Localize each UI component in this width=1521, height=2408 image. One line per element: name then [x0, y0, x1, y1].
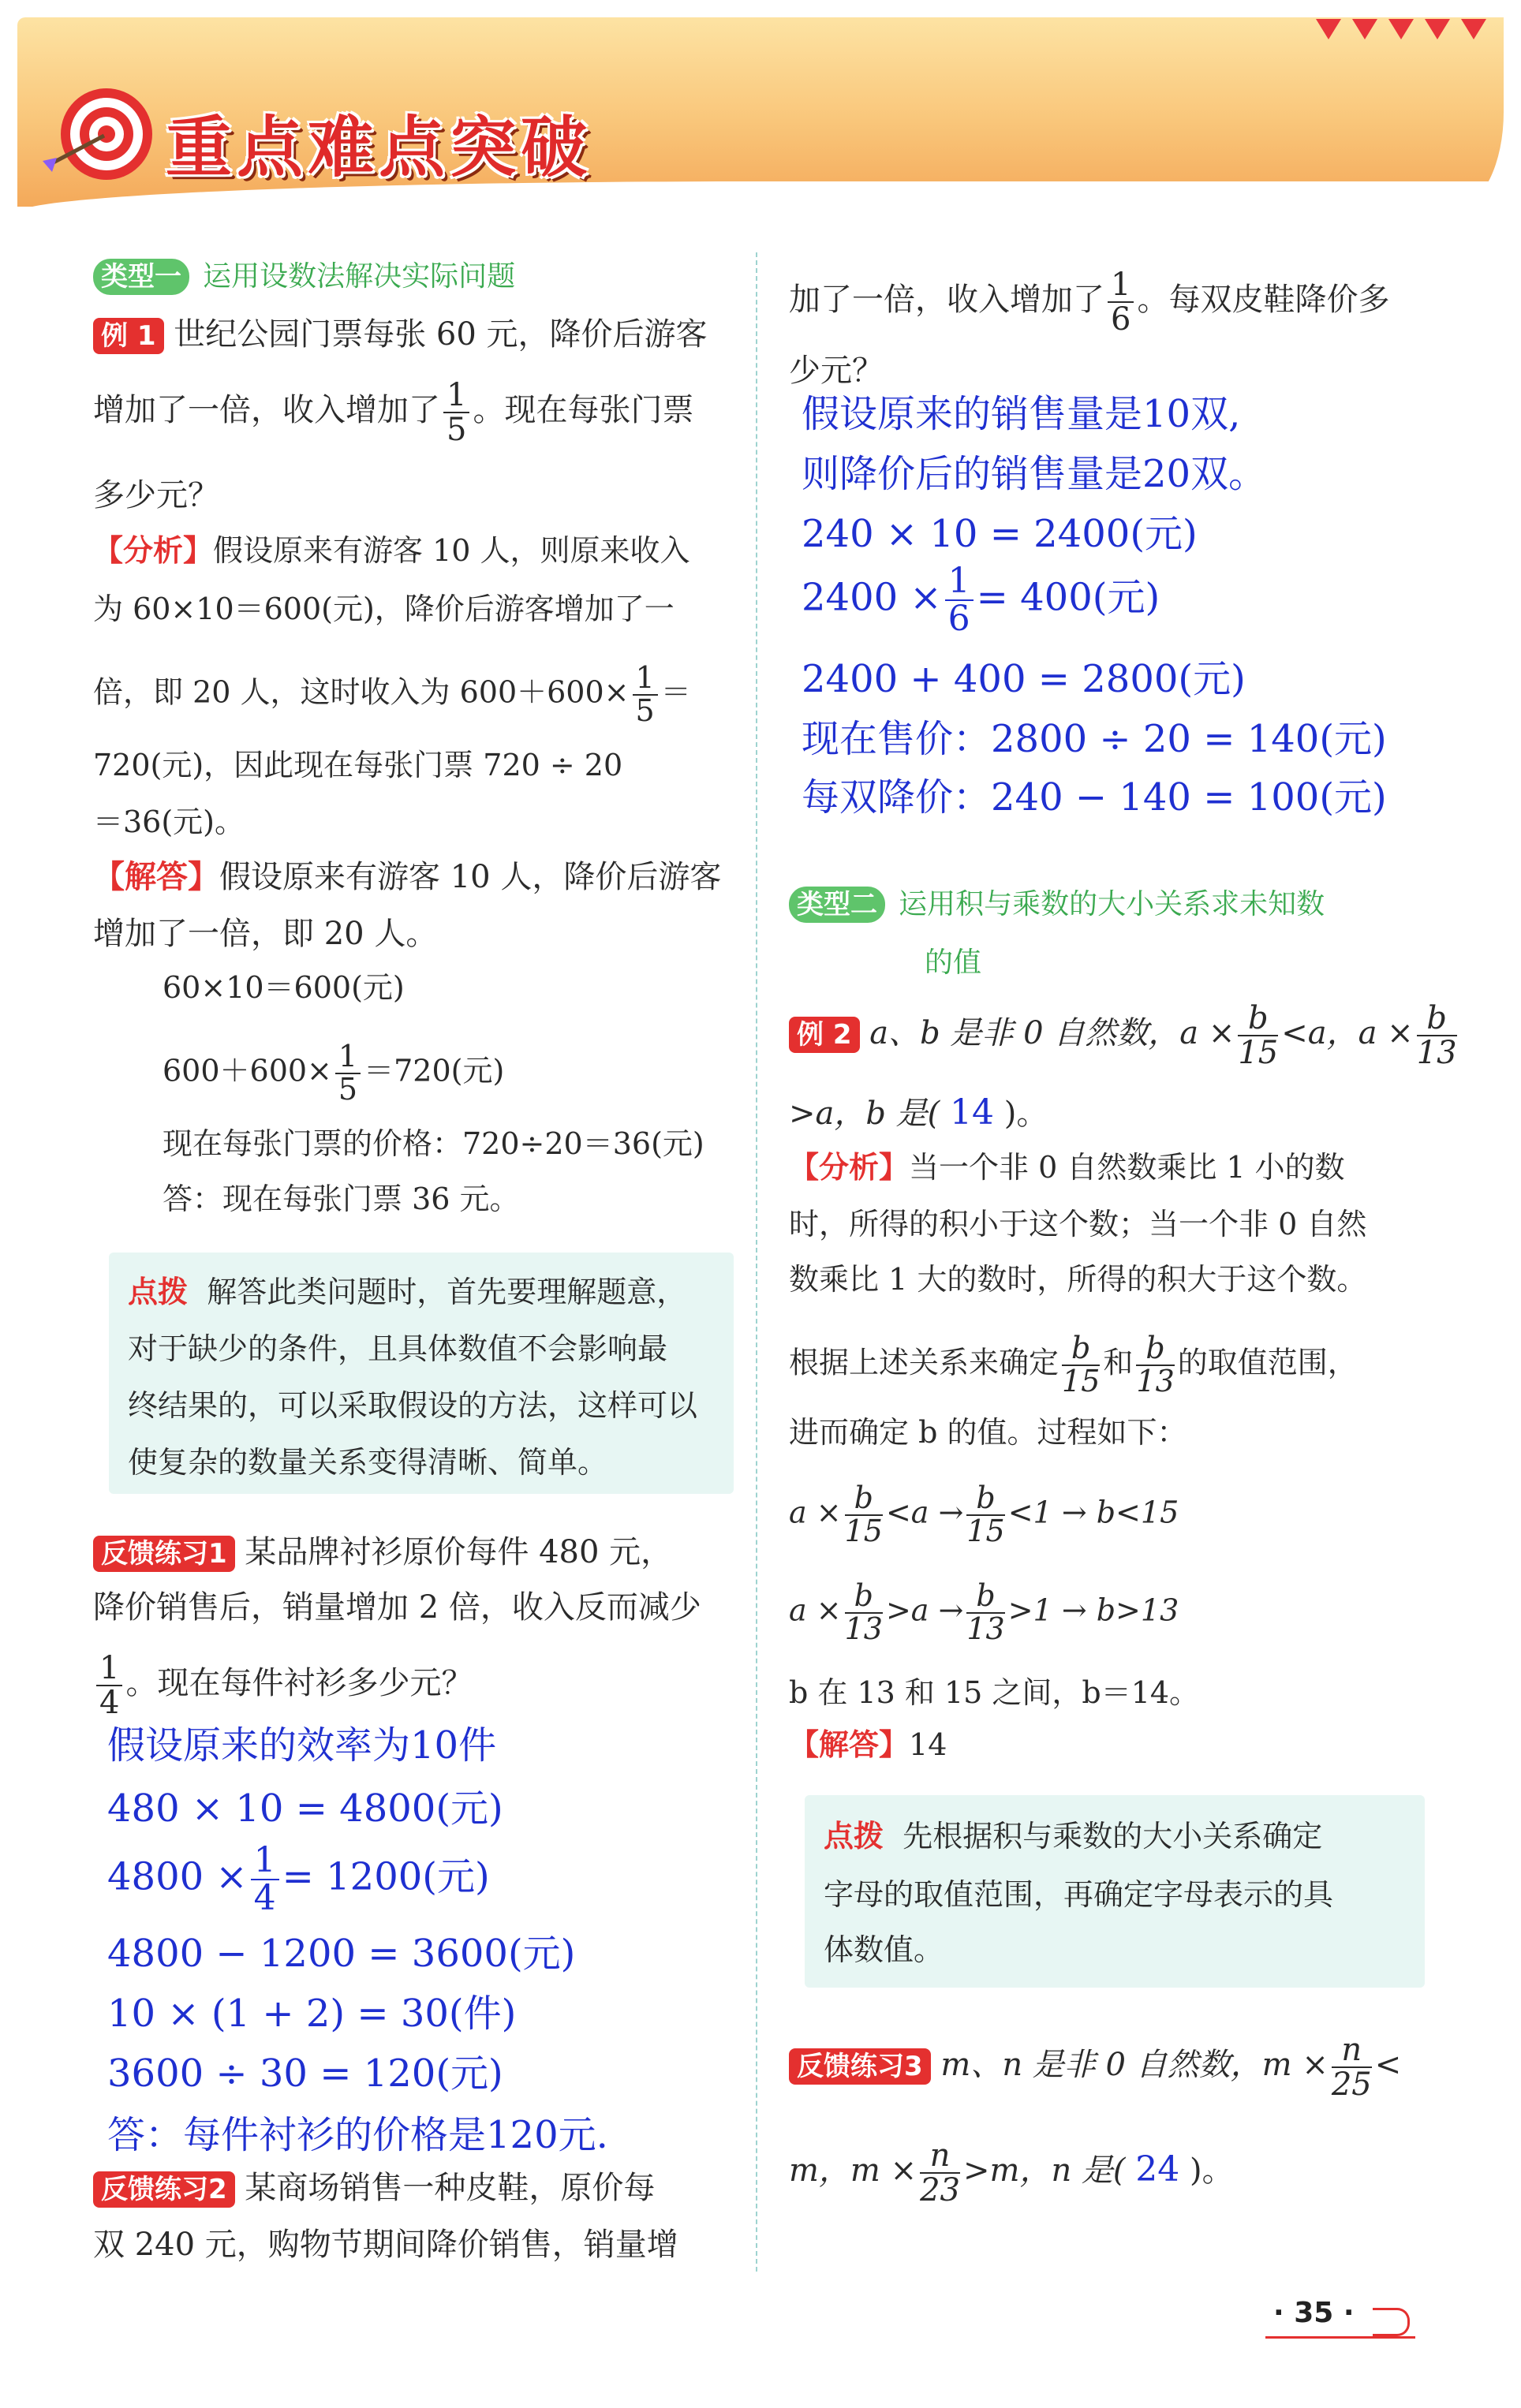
header-decoration [1316, 19, 1486, 39]
feedback1-line1: 反馈练习1 某品牌衬衫原价每件 480 元， [93, 1530, 672, 1574]
tip2-line3: 体数值。 [824, 1932, 944, 1967]
analysis1-line3: 倍，即 20 人，这时收入为 600＋600× $\frac{1}{5}$ ＝ [93, 660, 691, 728]
handwritten2-line4: 2400 × $\frac{1}{6}$ = 400(元) [802, 561, 1160, 640]
example1-line2: 增加了一倍，收入增加了 $\frac{1}{5}$ 。现在每张门票 [93, 377, 694, 448]
handwritten2-line3: 240 × 10 = 2400(元) [802, 512, 1198, 556]
handwritten1-line3: 4800 × $\frac{1}{4}$ = 1200(元) [107, 1840, 490, 1919]
page-number-decoration [1373, 2308, 1410, 2336]
feedback3-line2: m，m × $\frac{n}{23}$ >m，n 是( 24 )。 [789, 2137, 1234, 2208]
answer1-line6: 答：现在每张门票 36 元。 [163, 1182, 520, 1216]
handwritten1-line2: 480 × 10 = 4800(元) [107, 1786, 503, 1831]
feedback2-line2: 双 240 元，购物节期间降价销售，销量增 [93, 2227, 678, 2263]
type1-text: 运用设数法解决实际问题 [203, 260, 516, 293]
feedback2-cont-line1: 加了一倍，收入增加了 $\frac{1}{6}$ 。每双皮鞋降价多 [789, 267, 1390, 338]
tip1-line1: 点拨 解答此类问题时，首先要理解题意， [128, 1274, 687, 1309]
tip2-line1: 点拨 先根据积与乘数的大小关系确定 [824, 1818, 1323, 1854]
handwritten2-line5: 2400 + 400 = 2800(元) [802, 657, 1246, 701]
target-icon [39, 79, 158, 192]
handwritten1-line6: 3600 ÷ 30 = 120(元) [107, 2051, 503, 2096]
page-number-underline [1265, 2336, 1415, 2339]
column-divider [756, 252, 757, 2272]
answer1-line1: 【解答】假设原来有游客 10 人，降价后游客 [93, 858, 722, 895]
tip1-line4: 使复杂的数量关系变得清晰、简单。 [128, 1445, 608, 1480]
handwritten1-line1: 假设原来的效率为10件 [107, 1723, 497, 1768]
fraction: $\frac{1}{5}$ [443, 379, 469, 446]
answer1-line5: 现在每张门票的价格：720÷20＝36(元) [163, 1126, 704, 1161]
feedback3-answer: 24 [1135, 2149, 1180, 2190]
analysis2-derivation-2: a × $\frac{b}{13}$ >a → $\frac{b}{13}$ >1 → b>13 [789, 1578, 1179, 1646]
type1-tag: 类型一 [93, 259, 189, 295]
handwritten1-line5: 10 × (1 + 2) = 30(件) [107, 1992, 517, 2036]
handwritten2-line7: 每双降价：240 − 140 = 100(元) [802, 775, 1387, 819]
type1-heading [93, 254, 515, 295]
feedback2-line1: 反馈练习2 某商场销售一种皮鞋，原价每 [93, 2166, 655, 2210]
analysis2-line5: 进而确定 b 的值。过程如下： [789, 1415, 1187, 1450]
analysis2-line6: b 在 13 和 15 之间，b＝14。 [789, 1675, 1200, 1710]
analysis2-line3: 数乘比 1 大的数时，所得的积大于这个数。 [789, 1262, 1367, 1297]
page-number: · 35 · [1273, 2297, 1355, 2329]
example1-tag: 例 1 [93, 318, 164, 354]
tip2-line2: 字母的取值范围，再确定字母表示的具 [824, 1877, 1334, 1912]
example2-answer: 14 [950, 1092, 995, 1133]
example1-line1: 例 1 世纪公园门票每张 60 元，降价后游客 [93, 312, 708, 357]
answer1-line2: 增加了一倍，即 20 人。 [93, 916, 438, 952]
handwritten2-line1: 假设原来的销售量是10双, [802, 392, 1241, 436]
handwritten2-line6: 现在售价：2800 ÷ 20 = 140(元) [802, 717, 1387, 761]
feedback2-cont-line2: 少元？ [789, 353, 884, 389]
example1-line3: 多少元？ [93, 477, 219, 513]
example2-line2: >a，b 是( 14 )。 [789, 1092, 1048, 1133]
analysis2-line1: 【分析】当一个非 0 自然数乘比 1 小的数 [789, 1149, 1345, 1185]
answer2: 【解答】14 [789, 1727, 947, 1762]
type2-heading-line2: 的值 [925, 946, 982, 979]
handwritten2-line2: 则降价后的销售量是20双。 [802, 452, 1267, 496]
answer1-line3: 60×10＝600(元) [163, 970, 405, 1005]
page-title: 重点难点突破 [166, 109, 592, 186]
analysis1-line2: 为 60×10＝600(元)，降价后游客增加了一 [93, 592, 675, 626]
feedback3-line1: 反馈练习3 m、n 是非 0 自然数，m × $\frac{n}{25}$ < [789, 2033, 1401, 2101]
answer1-line4: 600＋600× $\frac{1}{5}$ ＝720(元) [163, 1039, 505, 1107]
tip1-line2: 对于缺少的条件，且具体数值不会影响最 [128, 1331, 668, 1366]
handwritten1-line4: 4800 − 1200 = 3600(元) [107, 1932, 576, 1976]
analysis1-line5: ＝36(元)。 [93, 805, 245, 839]
analysis2-line2: 时，所得的积小于这个数；当一个非 0 自然 [789, 1207, 1367, 1241]
analysis2-derivation-1: a × $\frac{b}{15}$ <a → $\frac{b}{15}$ <1 → b<15 [789, 1480, 1179, 1548]
analysis2-line4: 根据上述关系来确定 $\frac{b}{15}$ 和 $\frac{b}{13}$ 的取值范围， [789, 1331, 1358, 1398]
handwritten1-line7: 答：每件衬衫的价格是120元. [107, 2113, 608, 2157]
feedback1-line2: 降价销售后，销量增加 2 倍，收入反而减少 [93, 1589, 701, 1626]
example2-line1: 例 2 a、b 是非 0 自然数，a × $\frac{b}{15}$ <a，a × $\frac{b}{13}$ [789, 1002, 1460, 1070]
feedback1-line3: $\frac{1}{4}$ 。现在每件衬衫多少元？ [93, 1652, 473, 1719]
type2-heading: 类型二 运用积与乘数的大小关系求未知数 [789, 882, 1325, 923]
analysis1-line1: 【分析】假设原来有游客 10 人，则原来收入 [93, 532, 690, 568]
analysis1-line4: 720(元)，因此现在每张门票 720 ÷ 20 [93, 748, 623, 782]
tip1-line3: 终结果的，可以采取假设的方法，这样可以 [128, 1388, 698, 1423]
